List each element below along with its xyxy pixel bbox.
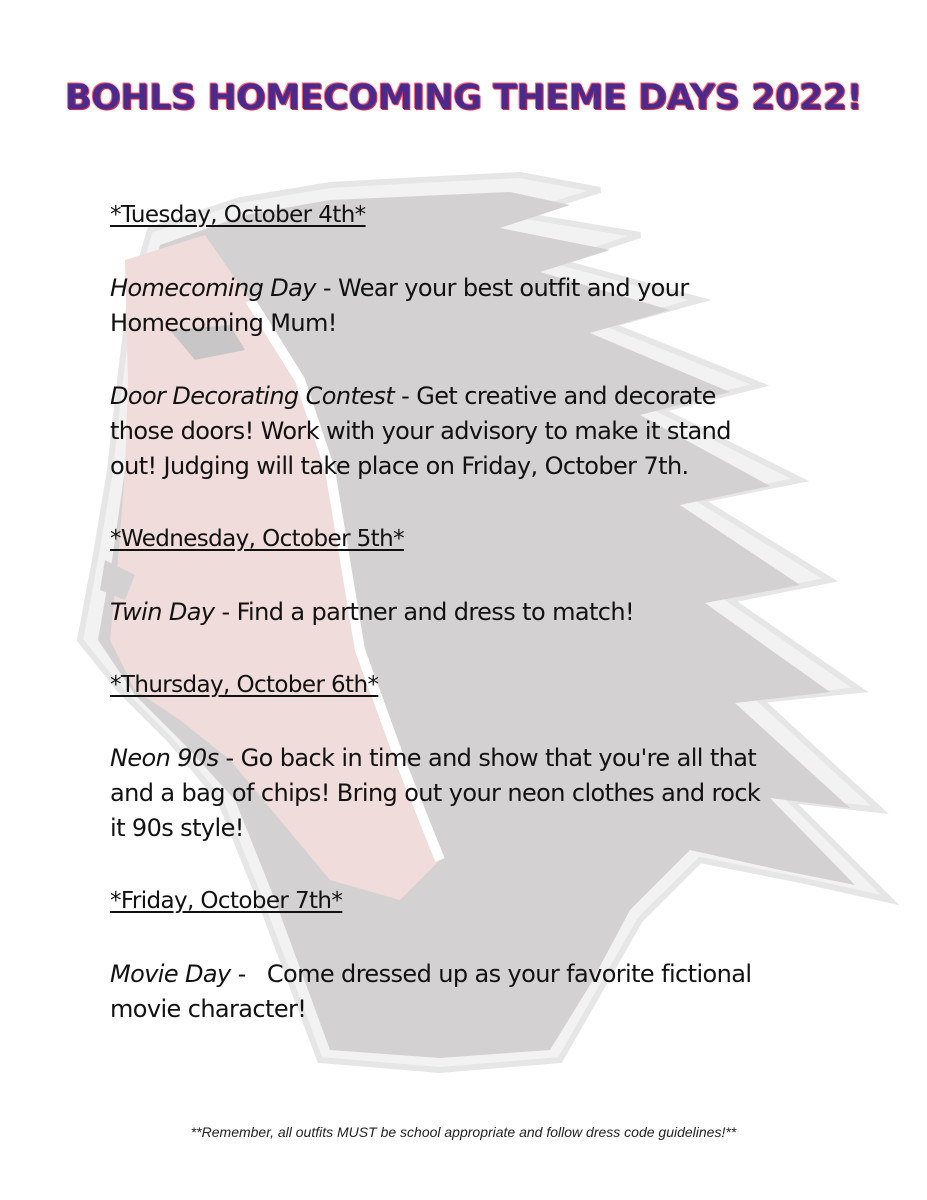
- event-separator: -: [315, 274, 338, 302]
- event-separator: -: [214, 598, 237, 626]
- theme-days-list: [110, 198, 830, 1027]
- event-description-line: movie character!: [110, 995, 307, 1023]
- entry-door-decorating-contest: [110, 379, 830, 484]
- page-title: BOHLS HOMECOMING THEME DAYS 2022!: [64, 78, 863, 118]
- event-separator: -: [218, 744, 241, 772]
- event-description-line: out! Judging will take place on Friday, October 7th.: [110, 452, 689, 480]
- day-heading-thursday: *Thursday, October 6th*: [110, 672, 379, 698]
- day-heading-friday: *Friday, October 7th*: [110, 888, 343, 914]
- event-description-line: it 90s style!: [110, 814, 244, 842]
- event-description-line: and a bag of chips! Bring out your neon clothes and rock: [110, 779, 761, 807]
- dress-code-footer-note: **Remember, all outfits MUST be school appropriate and follow dress code guidelines!**: [190, 1124, 737, 1140]
- entry-neon-90s: [110, 741, 830, 846]
- event-separator: -: [230, 960, 267, 988]
- event-name: Neon 90s: [110, 744, 219, 772]
- event-name: Movie Day: [110, 960, 231, 988]
- day-heading-tuesday: *Tuesday, October 4th*: [110, 202, 366, 228]
- day-heading-wednesday: *Wednesday, October 5th*: [110, 526, 404, 552]
- event-description-line: Come dressed up as your favorite fictional: [266, 960, 752, 988]
- entry-twin-day: [110, 595, 830, 630]
- event-description-line: Homecoming Mum!: [110, 309, 337, 337]
- entry-homecoming-day: [110, 271, 830, 341]
- event-description-line: Wear your best outfit and your: [338, 274, 689, 302]
- event-name: Door Decorating Contest: [110, 382, 395, 410]
- event-description-line: Find a partner and dress to match!: [236, 598, 634, 626]
- event-name: Twin Day: [110, 598, 215, 626]
- event-description-line: those doors! Work with your advisory to make it stand: [110, 417, 731, 445]
- event-separator: -: [394, 382, 417, 410]
- event-description-line: Get creative and decorate: [416, 382, 716, 410]
- event-name: Homecoming Day: [110, 274, 316, 302]
- entry-movie-day: [110, 957, 830, 1027]
- event-description-line: Go back in time and show that you're all that: [240, 744, 757, 772]
